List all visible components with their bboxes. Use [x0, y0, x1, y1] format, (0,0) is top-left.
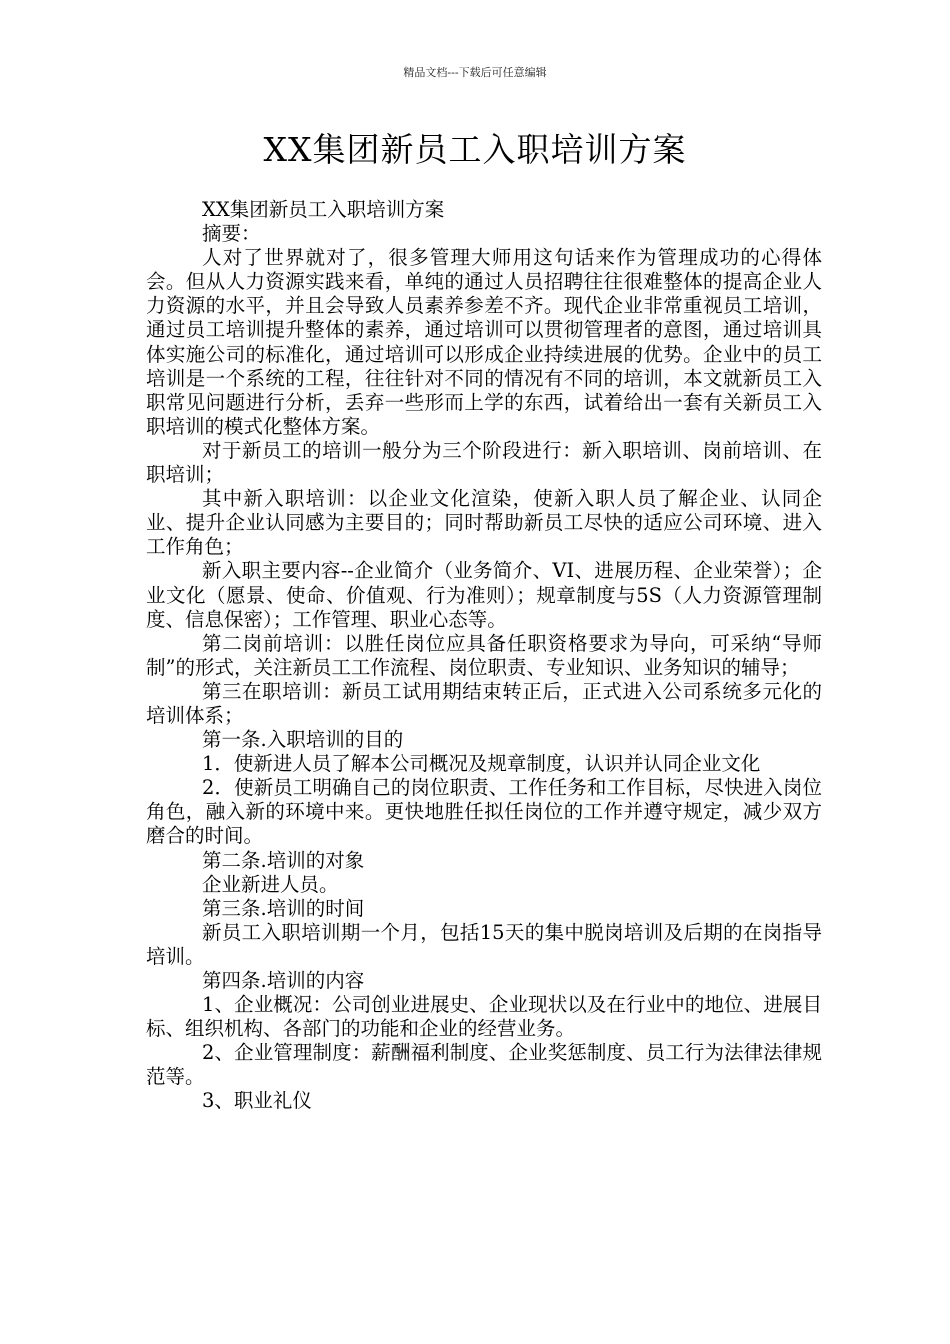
body-paragraph: 第二岗前培训：以胜任岗位应具备任职资格要求为导向，可采纳“导师制”的形式，关注新员工工作流程、岗位职责、专业知识、业务知识的辅导； [146, 631, 822, 679]
body-paragraph: 摘要： [202, 222, 261, 246]
body-paragraph: 3、职业礼仪 [202, 1089, 312, 1113]
body-paragraph: 企业新进人员。 [202, 872, 339, 896]
body-paragraph: 新员工入职培训期一个月，包括15天的集中脱岗培训及后期的在岗指导培训。 [146, 920, 822, 968]
document-body [146, 198, 822, 1114]
header-note: 精品文档---下载后可任意编辑 [403, 66, 547, 79]
body-paragraph: 人对了世界就对了，很多管理大师用这句话来作为管理成功的心得体会。但从人力资源实践来看，单纯的通过人员招聘往往很难整体的提高企业人力资源的水平，并且会导致人员素养参差不齐。现代企业非常重视员工培训，通过员工培训提升整体的素养，通过培训可以贯彻管理者的意图，通过培训具体实施公司的标准化，通过培训可以形成企业持续进展的优势。企业中的员工培训是一个系统的工程，往往针对不同的情况有不同的培训，本文就新员工入职常见问题进行分析，丢弃一些形而上学的东西，试着给出一套有关新员工入职培训的模式化整体方案。 [146, 246, 822, 438]
body-paragraph: 新入职主要内容--企业简介（业务简介、VI、进展历程、企业荣誉）；企业文化（愿景、使命、价值观、行为准则）；规章制度与5S（人力资源管理制度、信息保密）；工作管理、职业心态等。 [146, 559, 822, 631]
body-paragraph: 2、企业管理制度：薪酬福利制度、企业奖惩制度、员工行为法律法律规范等。 [146, 1041, 822, 1089]
body-paragraph: 1．使新进人员了解本公司概况及规章制度，认识并认同企业文化 [202, 752, 761, 776]
body-paragraph: 2．使新员工明确自己的岗位职责、工作任务和工作目标，尽快进入岗位角色，融入新的环境中来。更快地胜任拟任岗位的工作并遵守规定，减少双方磨合的时间。 [146, 776, 822, 848]
section-heading: 第四条.培训的内容 [202, 969, 365, 992]
body-paragraph: XX集团新员工入职培训方案 [202, 198, 445, 221]
body-paragraph: 对于新员工的培训一般分为三个阶段进行：新入职培训、岗前培训、在职培训； [146, 438, 822, 487]
section-heading: 第一条.入职培训的目的 [202, 728, 404, 752]
body-paragraph: 其中新入职培训：以企业文化渲染，使新入职人员了解企业、认同企业、提升企业认同感为主要目的；同时帮助新员工尽快的适应公司环境、进入工作角色； [146, 487, 822, 559]
section-heading: 第三条.培训的时间 [202, 896, 365, 920]
section-heading: 第二条.培训的对象 [202, 848, 365, 872]
body-paragraph: 1、企业概况：公司创业进展史、企业现状以及在行业中的地位、进展目标、组织机构、各部门的功能和企业的经营业务。 [146, 993, 822, 1041]
document-title: XX集团新员工入职培训方案 [263, 130, 687, 169]
body-paragraph: 第三在职培训：新员工试用期结束转正后，正式进入公司系统多元化的培训体系； [146, 679, 822, 727]
